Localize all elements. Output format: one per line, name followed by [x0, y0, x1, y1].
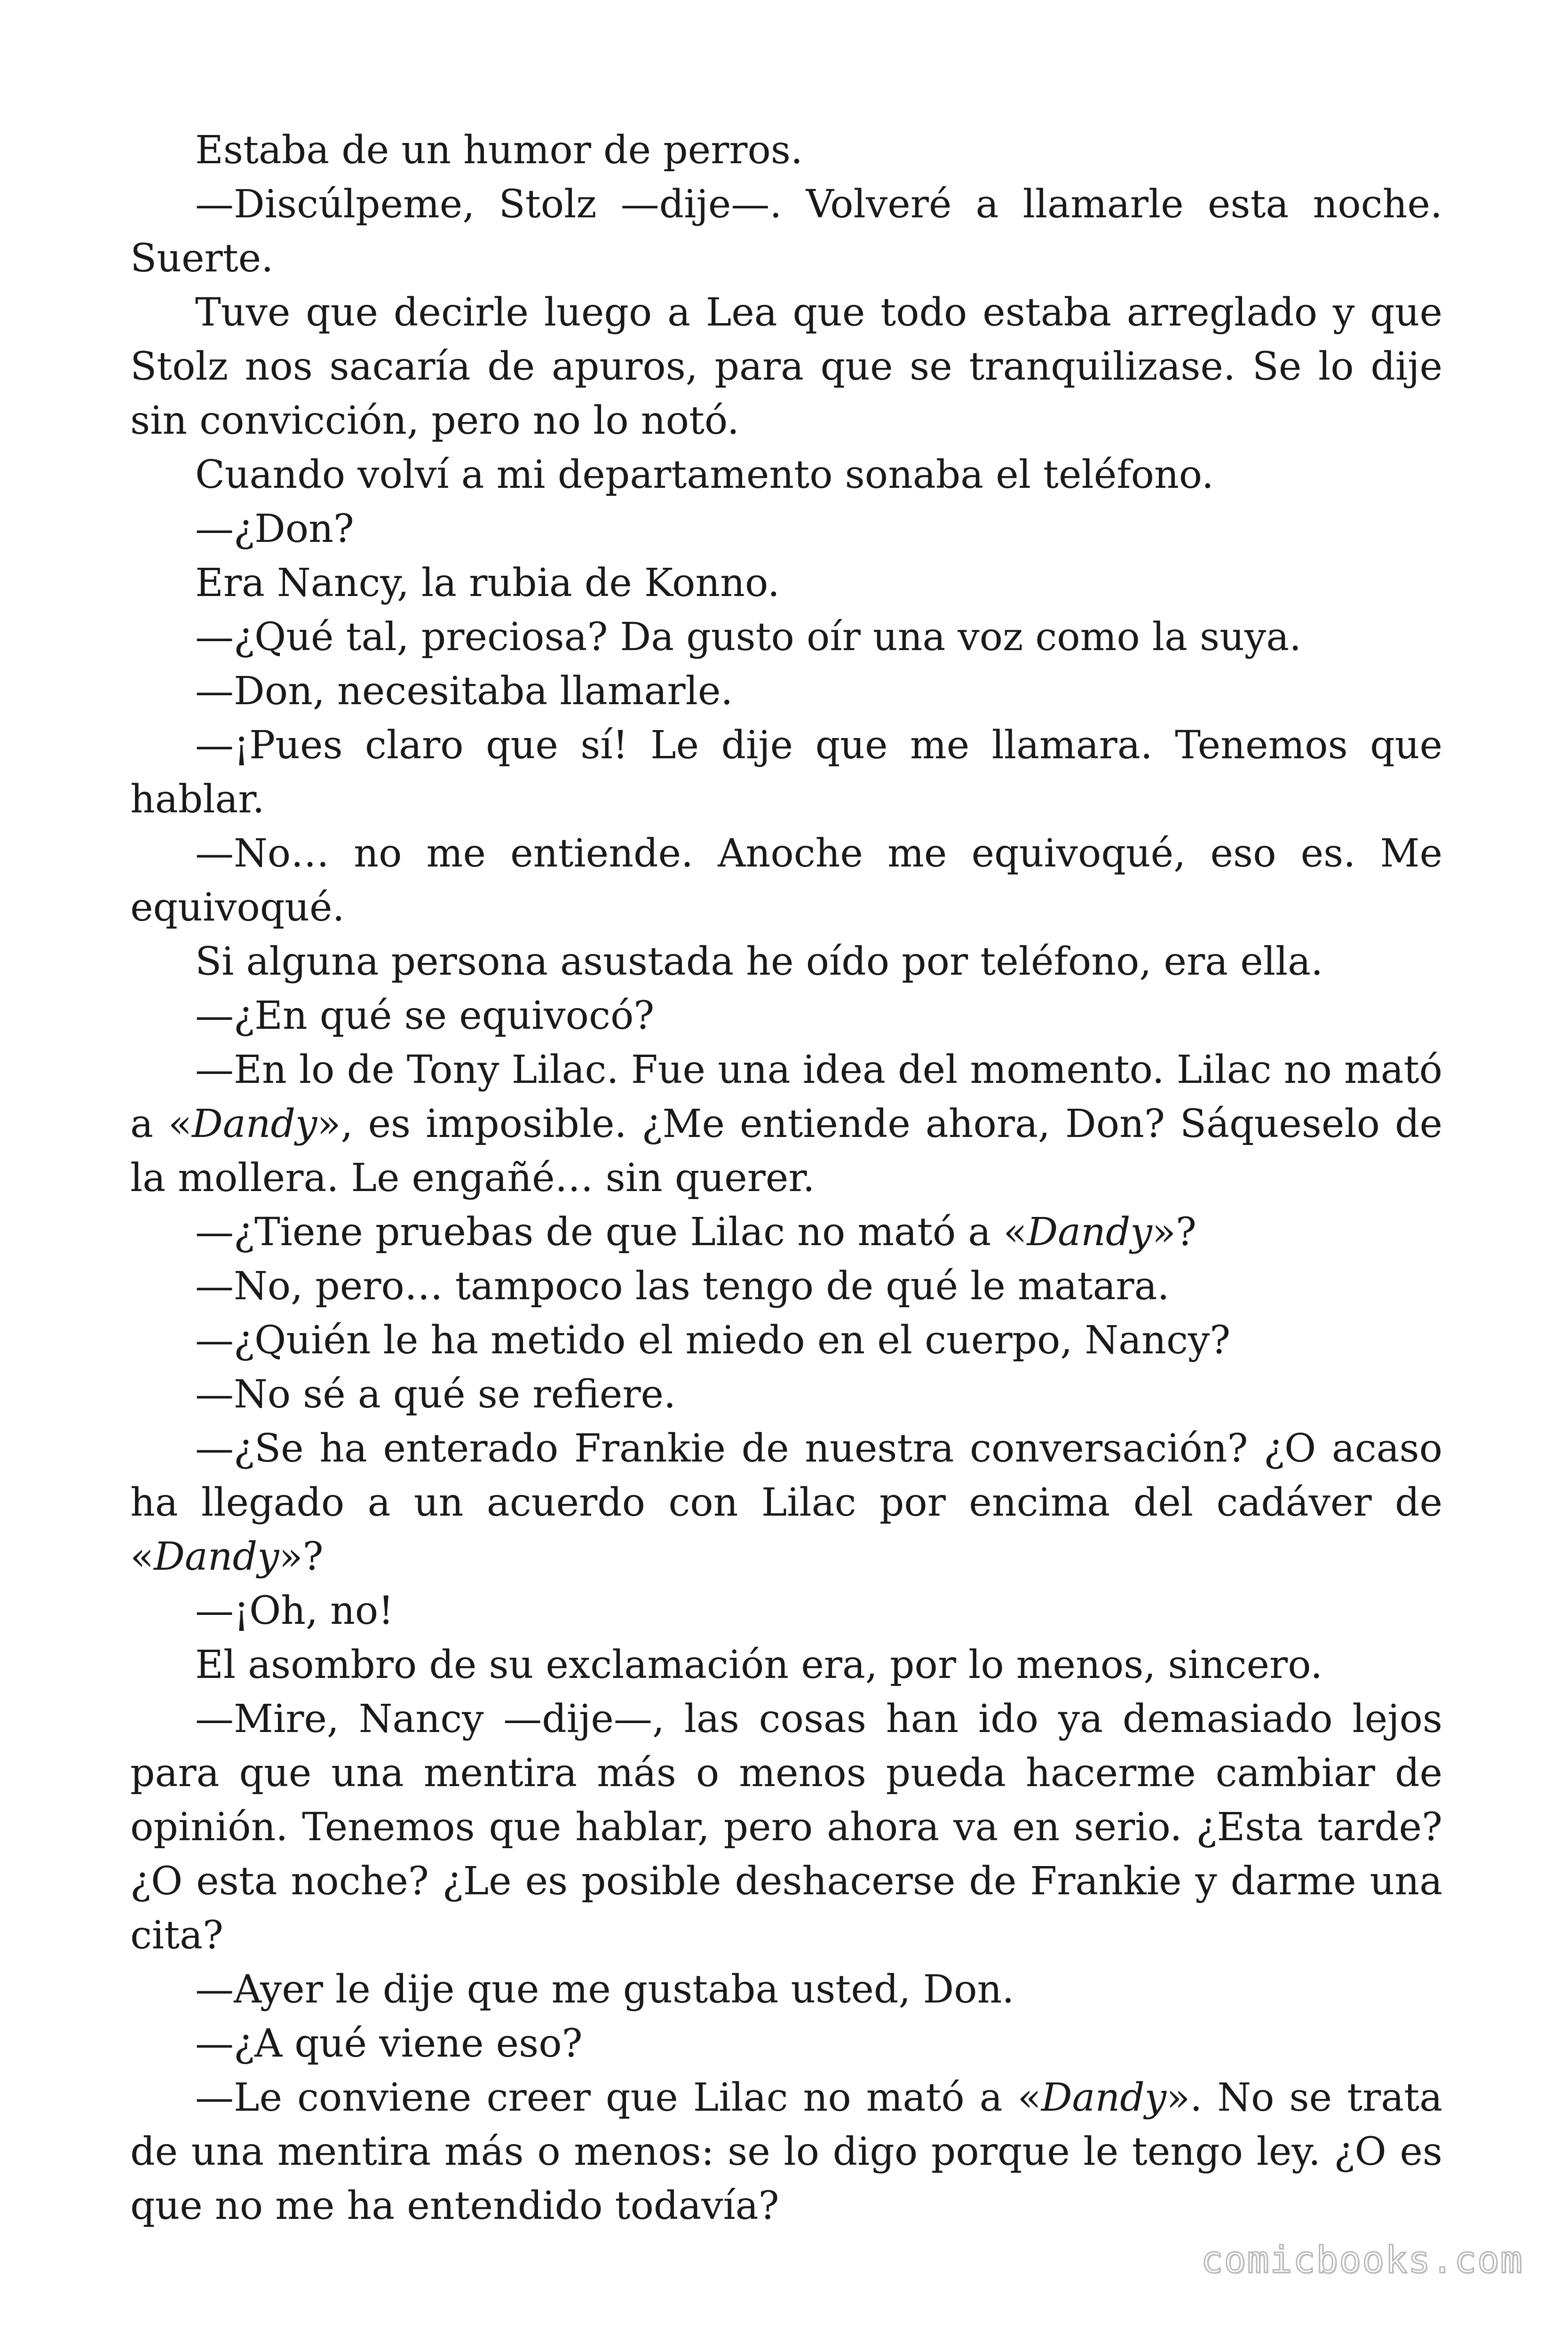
text-run: Era Nancy, la rubia de Konno. [195, 561, 780, 605]
paragraph [130, 1367, 1442, 1422]
paragraph [130, 2071, 1442, 2233]
watermark-logo: comicbooks.com [1201, 2239, 1523, 2281]
paragraph [130, 1638, 1442, 1692]
text-run: —¿Tiene pruebas de que Lilac no mató a « [195, 1210, 1027, 1255]
paragraph [130, 556, 1442, 610]
text-run: —¿Se ha enterado Frankie de nuestra conversación? ¿O acaso ha llegado a un acuerdo con Lilac por encima del cadáver de « [130, 1426, 1442, 1579]
paragraph [130, 448, 1442, 502]
italic-text-run: Dandy [192, 1102, 317, 1146]
paragraph [130, 826, 1442, 935]
paragraph [130, 1963, 1442, 2017]
paragraph [130, 1422, 1442, 1584]
text-run: —No… no me entiende. Anoche me equivoqué, eso es. Me equivoqué. [130, 831, 1442, 930]
paragraph [130, 1313, 1442, 1367]
page-body-text [130, 123, 1442, 2233]
text-run: —¿Qué tal, preciosa? Da gusto oír una voz como la suya. [195, 615, 1302, 660]
text-run: Cuando volví a mi departamento sonaba el teléfono. [195, 453, 1214, 497]
paragraph [130, 664, 1442, 718]
text-run: —¿En qué se equivocó? [195, 993, 655, 1038]
paragraph [130, 989, 1442, 1043]
text-run: —Ayer le dije que me gustaba usted, Don. [195, 1967, 1014, 2012]
paragraph [130, 123, 1442, 177]
paragraph [130, 1259, 1442, 1313]
paragraph [130, 177, 1442, 286]
text-run: ». No se trata de una mentira más o menos: se lo digo porque le tengo ley. ¿O es que no me ha entendido todavía? [130, 2075, 1442, 2228]
text-run: —No, pero… tampoco las tengo de qué le matara. [195, 1264, 1170, 1309]
text-run: »? [1152, 1210, 1196, 1255]
paragraph [130, 286, 1442, 448]
paragraph [130, 1205, 1442, 1259]
text-run: Estaba de un humor de perros. [195, 128, 803, 173]
text-run: Tuve que decirle luego a Lea que todo estaba arreglado y que Stolz nos sacaría de apuros, para que se tranquilizase. Se lo dije sin convicción, pero no lo notó. [130, 290, 1442, 443]
paragraph [130, 1692, 1442, 1963]
text-run: —Discúlpeme, Stolz —dije—. Volveré a llamarle esta noche. Suerte. [130, 182, 1442, 281]
paragraph [130, 502, 1442, 556]
italic-text-run: Dandy [1027, 1210, 1152, 1255]
paragraph [130, 718, 1442, 826]
text-run: —Mire, Nancy —dije—, las cosas han ido ya demasiado lejos para que una mentira más o menos pueda hacerme cambiar de opinión. Tenemos que hablar, pero ahora va en serio. ¿Esta tarde? ¿O esta noche? ¿Le es posible deshacerse de Frankie y darme una cita? [130, 1697, 1442, 1958]
italic-text-run: Dandy [1041, 2075, 1167, 2120]
text-run: —Le conviene creer que Lilac no mató a « [195, 2075, 1041, 2120]
text-run: —No sé a qué se refiere. [195, 1372, 676, 1417]
text-run: El asombro de su exclamación era, por lo menos, sincero. [195, 1643, 1323, 1687]
text-run: », es imposible. ¿Me entiende ahora, Don? Sáqueselo de la mollera. Le engañé… sin querer. [130, 1102, 1442, 1200]
paragraph [130, 1584, 1442, 1638]
paragraph [130, 1043, 1442, 1205]
text-run: —En lo de Tony Lilac. Fue una idea del momento. Lilac no mató a « [130, 1048, 1442, 1146]
text-run: »? [279, 1534, 324, 1579]
text-run: —¡Oh, no! [195, 1589, 394, 1633]
text-run: Si alguna persona asustada he oído por teléfono, era ella. [195, 939, 1323, 984]
text-run: —Don, necesitaba llamarle. [195, 669, 733, 714]
paragraph [130, 935, 1442, 989]
paragraph [130, 2017, 1442, 2071]
paragraph [130, 610, 1442, 664]
text-run: —¿A qué viene eso? [195, 2021, 583, 2066]
text-run: —¡Pues claro que sí! Le dije que me llamara. Tenemos que hablar. [130, 723, 1442, 822]
text-run: —¿Quién le ha metido el miedo en el cuerpo, Nancy? [195, 1318, 1231, 1363]
italic-text-run: Dandy [154, 1534, 279, 1579]
text-run: —¿Don? [195, 507, 354, 551]
